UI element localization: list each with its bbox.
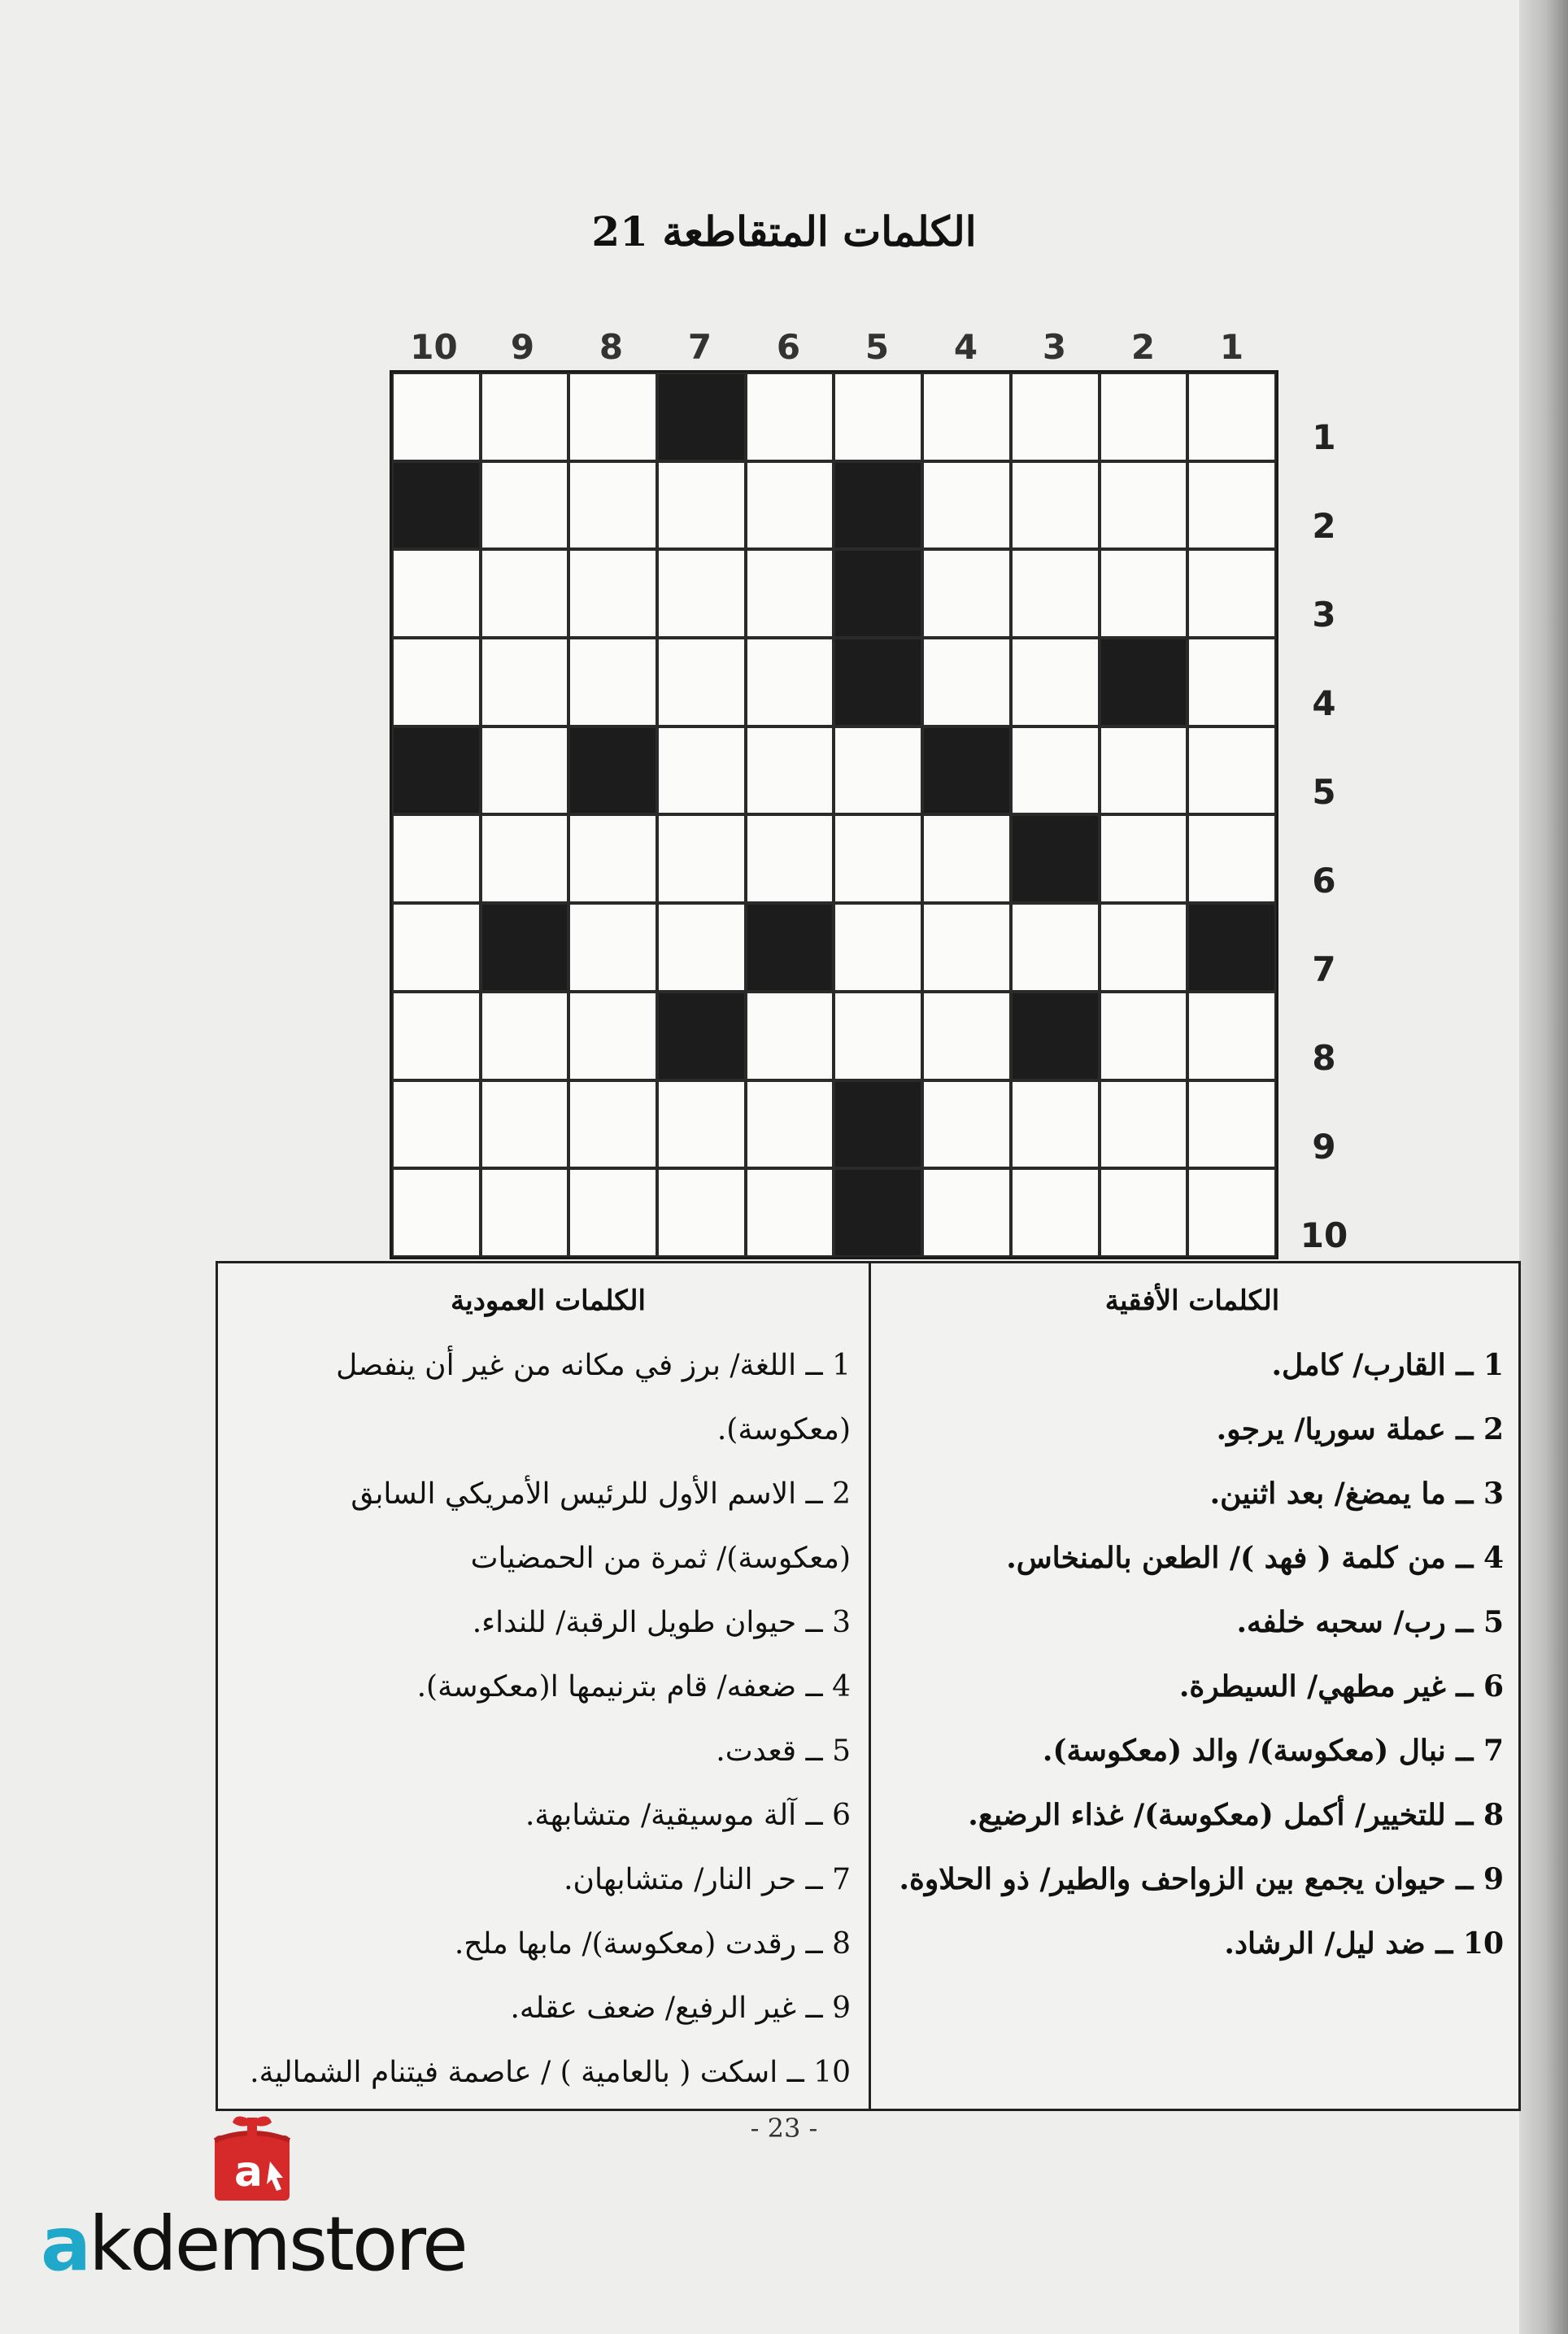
grid-cell[interactable] [746, 461, 834, 550]
grid-cell[interactable] [392, 638, 481, 726]
grid-cell[interactable] [568, 461, 657, 550]
grid-cell[interactable] [834, 814, 922, 903]
grid-cell[interactable] [392, 549, 481, 638]
grid-cell[interactable] [392, 992, 481, 1080]
column-number: 9 [510, 327, 535, 367]
grid-cell[interactable] [481, 992, 569, 1080]
grid-cell[interactable] [922, 373, 1011, 461]
row-number: 6 [1312, 861, 1336, 901]
grid-cell[interactable] [568, 373, 657, 461]
across-clue: 4 ــ من كلمة ( فهد )/ الطعن بالمنخاس. [1006, 1541, 1504, 1575]
down-clue-continuation: (معكوسة). [716, 1413, 851, 1446]
row-number: 3 [1312, 595, 1336, 635]
grid-cell[interactable] [834, 726, 922, 815]
book-icon [203, 2111, 301, 2209]
down-clue: 7 ــ حر النار/ متشابهان. [564, 1863, 851, 1896]
down-clue: 5 ــ قعدت. [716, 1734, 851, 1768]
grid-cell[interactable] [1011, 638, 1100, 726]
column-number: 10 [410, 327, 458, 367]
grid-cell-blocked [657, 992, 746, 1080]
grid-cell[interactable] [392, 1080, 481, 1169]
row-number: 4 [1312, 683, 1336, 723]
across-heading: الكلمات الأفقية [1104, 1285, 1280, 1317]
book-spine-shadow [1519, 0, 1568, 2334]
grid-cell-blocked [481, 903, 569, 992]
grid-cell-blocked [1100, 638, 1188, 726]
grid-cell[interactable] [1100, 992, 1188, 1080]
grid-cell[interactable] [481, 1080, 569, 1169]
grid-cell-blocked [1011, 992, 1100, 1080]
grid-cell[interactable] [1011, 461, 1100, 550]
grid-cell[interactable] [922, 461, 1011, 550]
grid-cell[interactable] [746, 549, 834, 638]
grid-cell-blocked [1187, 903, 1276, 992]
grid-cell[interactable] [746, 1080, 834, 1169]
grid-cell[interactable] [1187, 1080, 1276, 1169]
grid-cell-blocked [568, 726, 657, 815]
grid-cell[interactable] [568, 814, 657, 903]
grid-cell[interactable] [657, 1168, 746, 1257]
grid-cell-blocked [922, 726, 1011, 815]
grid-cell-blocked [1011, 814, 1100, 903]
page-title: الكلمات المتقاطعة 21 [591, 207, 977, 255]
grid-cell[interactable] [568, 1080, 657, 1169]
grid-cell[interactable] [1100, 373, 1188, 461]
column-number: 6 [776, 327, 801, 367]
grid-cell[interactable] [1187, 638, 1276, 726]
grid-cell[interactable] [746, 1168, 834, 1257]
down-clue: 4 ــ ضعفه/ قام بترنيمها ا(معكوسة). [416, 1670, 851, 1704]
logo-wordmark: akdemstore [41, 2201, 466, 2288]
grid-cell[interactable] [481, 814, 569, 903]
row-number: 9 [1312, 1127, 1336, 1167]
grid-cell[interactable] [1100, 903, 1188, 992]
grid-cell[interactable] [1011, 903, 1100, 992]
across-clue: 9 ــ حيوان يجمع بين الزواحف والطير/ ذو الحلاوة. [899, 1862, 1504, 1896]
column-number: 2 [1130, 327, 1156, 367]
grid-cell-blocked [834, 461, 922, 550]
grid-cell[interactable] [1011, 1168, 1100, 1257]
grid-cell[interactable] [1187, 461, 1276, 550]
grid-cell[interactable] [834, 903, 922, 992]
grid-cell[interactable] [922, 814, 1011, 903]
grid-cell[interactable] [1011, 549, 1100, 638]
column-number: 7 [687, 327, 712, 367]
down-clues-panel [236, 1263, 860, 2105]
grid-cell[interactable] [746, 638, 834, 726]
column-number: 1 [1219, 327, 1244, 367]
grid-cell[interactable] [922, 903, 1011, 992]
column-number: 4 [953, 327, 978, 367]
down-clue: 6 ــ آلة موسيقية/ متشابهة. [525, 1799, 851, 1832]
grid-cell[interactable] [568, 992, 657, 1080]
across-clue: 2 ــ عملة سوريا/ يرجو. [1216, 1412, 1504, 1446]
grid-cell-blocked [657, 373, 746, 461]
grid-cell[interactable] [1187, 814, 1276, 903]
across-clue: 8 ــ للتخيير/ أكمل (معكوسة)/ غذاء الرضيع. [968, 1798, 1504, 1832]
across-clue: 10 ــ ضد ليل/ الرشاد. [1224, 1926, 1504, 1961]
grid-cell[interactable] [746, 992, 834, 1080]
grid-cell[interactable] [1100, 814, 1188, 903]
grid-cell[interactable] [922, 549, 1011, 638]
grid-cell-blocked [834, 1080, 922, 1169]
grid-cell[interactable] [1011, 726, 1100, 815]
grid-cell[interactable] [746, 726, 834, 815]
grid-cell[interactable] [1011, 1080, 1100, 1169]
grid-cell[interactable] [481, 461, 569, 550]
grid-cell[interactable] [1100, 1080, 1188, 1169]
row-number: 5 [1312, 772, 1336, 812]
grid-cell[interactable] [392, 814, 481, 903]
grid-cell[interactable] [1100, 1168, 1188, 1257]
svg-text:a: a [234, 2148, 264, 2197]
grid-cell[interactable] [834, 992, 922, 1080]
grid-cell[interactable] [1187, 1168, 1276, 1257]
grid-cell[interactable] [392, 903, 481, 992]
grid-cell[interactable] [1100, 726, 1188, 815]
grid-cell[interactable] [657, 461, 746, 550]
column-number: 5 [865, 327, 890, 367]
grid-cell[interactable] [657, 1080, 746, 1169]
grid-cell[interactable] [568, 903, 657, 992]
column-number: 3 [1042, 327, 1067, 367]
grid-cell[interactable] [922, 638, 1011, 726]
grid-cell[interactable] [657, 726, 746, 815]
grid-cell[interactable] [1100, 461, 1188, 550]
grid-cell-blocked [746, 903, 834, 992]
down-clue: 2 ــ الاسم الأول للرئيس الأمريكي السابق [351, 1477, 851, 1511]
down-clue: 9 ــ غير الرفيع/ ضعف عقله. [510, 1992, 851, 2025]
grid-cell[interactable] [657, 814, 746, 903]
across-clue: 6 ــ غير مطهي/ السيطرة. [1178, 1669, 1504, 1704]
grid-cell[interactable] [746, 814, 834, 903]
grid-cell[interactable] [481, 638, 569, 726]
across-clue: 7 ــ نبال (معكوسة)/ والد (معكوسة). [1042, 1734, 1504, 1768]
grid-cell[interactable] [1100, 549, 1188, 638]
grid-cell[interactable] [481, 373, 569, 461]
grid-cell[interactable] [1187, 373, 1276, 461]
down-clue: 10 ــ اسكت ( بالعامية ) / عاصمة فيتنام الشمالية. [250, 2056, 851, 2089]
across-clue: 1 ــ القارب/ كامل. [1271, 1348, 1504, 1382]
down-heading: الكلمات العمودية [451, 1285, 646, 1317]
grid-cell-blocked [834, 1168, 922, 1257]
grid-cell[interactable] [392, 1168, 481, 1257]
down-clue: 1 ــ اللغة/ برز في مكانه من غير أن ينفصل [336, 1349, 851, 1382]
grid-cell[interactable] [568, 1168, 657, 1257]
grid-cell[interactable] [481, 726, 569, 815]
grid-cell-blocked [392, 461, 481, 550]
grid-cell[interactable] [568, 638, 657, 726]
grid-cell[interactable] [1011, 373, 1100, 461]
row-number: 8 [1312, 1038, 1336, 1078]
row-number: 10 [1300, 1215, 1348, 1255]
grid-cell[interactable] [1187, 726, 1276, 815]
grid-cell[interactable] [922, 1080, 1011, 1169]
row-number: 7 [1312, 949, 1336, 989]
across-clue: 5 ــ رب/ سحبه خلفه. [1236, 1605, 1504, 1639]
grid-cell[interactable] [392, 373, 481, 461]
grid-cell-blocked [834, 549, 922, 638]
akdemstore-logo[interactable] [41, 2111, 480, 2288]
grid-cell[interactable] [1187, 549, 1276, 638]
down-clue: 3 ــ حيوان طويل الرقبة/ للنداء. [472, 1606, 851, 1639]
grid-cell[interactable] [481, 549, 569, 638]
crossword-grid [390, 370, 1278, 1259]
grid-cell[interactable] [1187, 992, 1276, 1080]
clues-table [216, 1261, 1521, 2111]
page-number: - 23 - [750, 2113, 818, 2144]
down-clue-continuation: (معكوسة)/ ثمرة من الحمضيات [470, 1542, 851, 1575]
column-number: 8 [599, 327, 624, 367]
across-clues-panel [871, 1263, 1514, 1976]
grid-cell[interactable] [657, 549, 746, 638]
across-clue: 3 ــ ما يمضغ/ بعد اثنين. [1209, 1477, 1504, 1511]
grid-cell[interactable] [834, 373, 922, 461]
grid-cell[interactable] [922, 992, 1011, 1080]
row-number: 2 [1312, 506, 1336, 546]
grid-cell[interactable] [657, 903, 746, 992]
grid-cell[interactable] [922, 1168, 1011, 1257]
grid-cell-blocked [834, 638, 922, 726]
grid-cell-blocked [392, 726, 481, 815]
grid-cell[interactable] [746, 373, 834, 461]
row-number: 1 [1312, 417, 1336, 457]
grid-cell[interactable] [481, 1168, 569, 1257]
grid-cell[interactable] [657, 638, 746, 726]
down-clue: 8 ــ رقدت (معكوسة)/ مابها ملح. [454, 1927, 851, 1961]
grid-cell[interactable] [568, 549, 657, 638]
